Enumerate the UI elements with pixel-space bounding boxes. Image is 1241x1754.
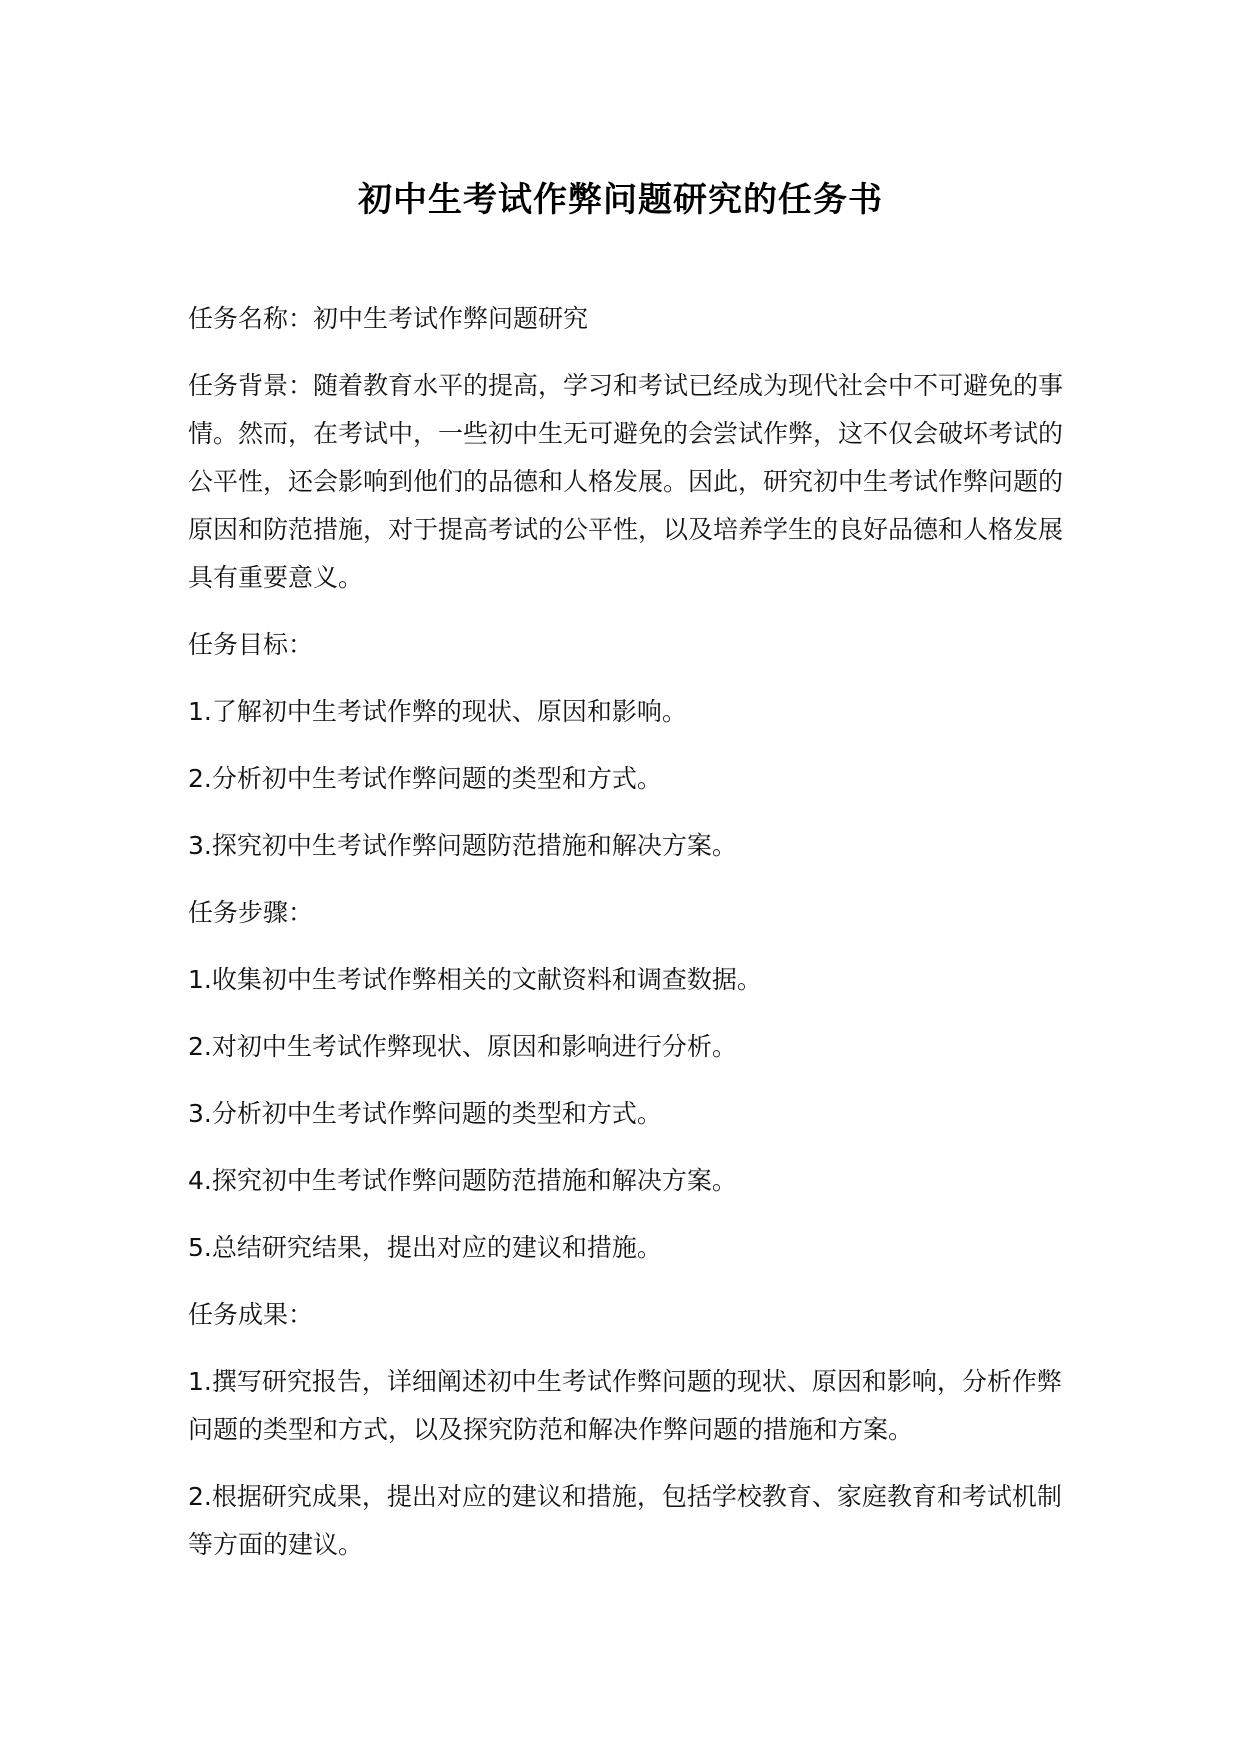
step-item: 2.对初中生考试作弊现状、原因和影响进行分析。 [188,1032,737,1061]
task-steps-heading: 任务步骤： [188,898,314,927]
step-item: 5.总结研究结果，提出对应的建议和措施。 [188,1233,662,1262]
step-item: 3.分析初中生考试作弊问题的类型和方式。 [188,1099,662,1128]
task-background-paragraph: 任务背景：随着教育水平的提高，学习和考试已经成为现代社会中不可避免的事情。然而，在考试中，一些初中生无可避免的会尝试作弊，这不仅会破坏考试的公平性，还会影响到他们的品德和人格发展。因此，研究初中生考试作弊问题的原因和防范措施，对于提高考试的公平性，以及培养学生的良好品德和人格发展具有重要意义。 [188,371,1064,592]
document-title: 初中生考试作弊问题研究的任务书 [358,180,883,220]
document-body [188,295,1068,1588]
result-item: 1.撰写研究报告，详细阐述初中生考试作弊问题的现状、原因和影响，分析作弊问题的类型和方式，以及探究防范和解决作弊问题的措施和方案。 [188,1367,1062,1444]
task-name-paragraph: 任务名称：初中生考试作弊问题研究 [188,304,589,333]
task-objectives-heading: 任务目标： [188,630,314,659]
objective-item: 1.了解初中生考试作弊的现状、原因和影响。 [188,697,687,726]
task-results-heading: 任务成果： [188,1300,314,1329]
objective-item: 2.分析初中生考试作弊问题的类型和方式。 [188,764,662,793]
step-item: 4.探究初中生考试作弊问题防范措施和解决方案。 [188,1166,737,1195]
step-item: 1.收集初中生考试作弊相关的文献资料和调查数据。 [188,965,762,994]
objective-item: 3.探究初中生考试作弊问题防范措施和解决方案。 [188,831,737,860]
result-item: 2.根据研究成果，提出对应的建议和措施，包括学校教育、家庭教育和考试机制等方面的建议。 [188,1482,1062,1559]
